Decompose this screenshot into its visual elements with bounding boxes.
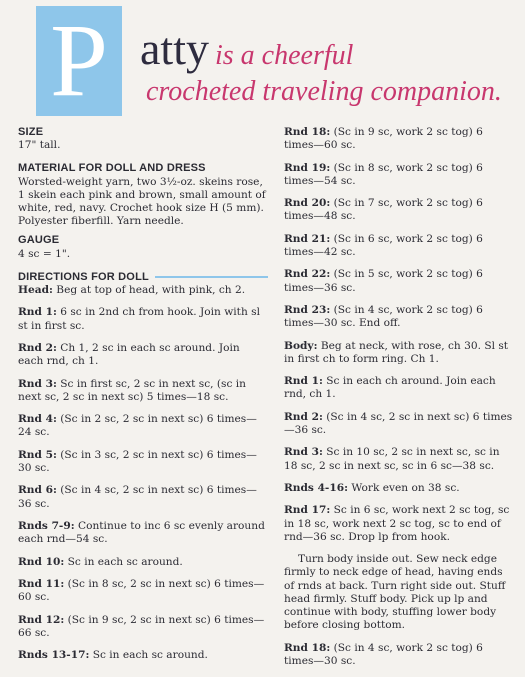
instruction-row (284, 126, 514, 152)
row-text: Sc in each sc around. (89, 649, 208, 662)
row-label: Rnd 18: (284, 126, 331, 138)
row-label: Rnd 5: (18, 448, 57, 461)
row-text: (Sc in 9 sc, 2 sc in next sc) 6 times—66 sc. (18, 613, 265, 639)
instruction-row (284, 482, 514, 495)
left-column (18, 126, 268, 672)
row-text: Sc in each sc around. (64, 555, 183, 568)
row-label: Rnd 12: (18, 613, 65, 626)
row-text: (Sc in 6 sc, work 2 sc tog) 6 times—42 sc. (284, 232, 483, 258)
instruction-row (18, 614, 268, 640)
instruction-row (18, 306, 268, 332)
row-text: (Sc in 9 sc, work 2 sc tog) 6 times—60 sc. (284, 126, 483, 152)
drop-cap-letter: P (50, 3, 108, 118)
title-name: atty (140, 23, 209, 74)
row-label: Rnds 13-17: (18, 649, 90, 662)
instruction-row (18, 449, 268, 475)
material-heading: MATERIAL FOR DOLL AND DRESS (18, 162, 206, 175)
row-label: Rnd 19: (284, 161, 331, 174)
row-label: Rnd 20: (284, 197, 331, 210)
row-label: Rnd 4: (18, 413, 57, 426)
row-label: Rnd 22: (284, 268, 331, 281)
row-text: Sc in first sc, 2 sc in next sc, (sc in next sc, 2 sc in next sc) 5 times—18 sc. (18, 377, 246, 403)
title-tagline-1: is a cheerful (214, 40, 354, 71)
row-text: (Sc in 4 sc, 2 sc in next sc) 6 times—36 sc. (284, 410, 513, 436)
instruction-row (18, 484, 268, 510)
left-instructions (18, 284, 268, 662)
finish-instructions: Turn body inside out. Sew neck edge firmly to neck edge of head, having ends of rnds at back. Turn right side out. Stuff head firmly. Stuff body. Pick up lp and continue with body, stuffing lower body before closing bottom. (284, 553, 506, 632)
row-text: (Sc in 8 sc, 2 sc in next sc) 6 times—60 sc. (18, 577, 265, 604)
instruction-row (284, 642, 514, 668)
instruction-row (18, 342, 268, 368)
row-text: (Sc in 8 sc, work 2 sc tog) 6 times—54 sc. (284, 161, 483, 187)
row-label: Rnd 10: (18, 555, 65, 568)
row-label: Rnd 1: (284, 375, 323, 388)
row-label: Rnd 2: (284, 410, 323, 423)
row-text: Work even on 38 sc. (348, 481, 460, 494)
directions-heading-text: DIRECTIONS FOR DOLL (18, 270, 149, 283)
row-text: (Sc in 3 sc, 2 sc in next sc) 6 times—30 sc. (18, 448, 257, 474)
row-label: Rnd 17: (284, 504, 331, 517)
instruction-row (18, 413, 268, 439)
size-text: 17" tall. (18, 139, 61, 152)
row-text: Beg at neck, with rose, ch 30. Sl st in first ch to form ring. Ch 1. (284, 339, 509, 365)
row-text: Ch 1, 2 sc in each sc around. Join each rnd, ch 1. (18, 342, 240, 368)
right-instructions (284, 126, 514, 544)
row-label: Rnd 23: (284, 303, 331, 316)
instruction-row (284, 504, 514, 544)
instruction-row (284, 268, 514, 294)
row-text: (Sc in 7 sc, work 2 sc tog) 6 times—48 sc. (284, 197, 483, 223)
row-text: (Sc in 4 sc, work 2 sc tog) 6 times—30 sc. (284, 641, 483, 667)
row-label: Body: (284, 339, 318, 352)
row-label: Rnd 2: (18, 342, 57, 355)
instruction-row (284, 446, 514, 472)
row-label: Head: (18, 284, 53, 297)
row-text: Sc in 6 sc, work next 2 sc tog, sc in 18 sc, work next 2 sc tog, sc to end of rnd—36 sc. Drop lp from hook. (284, 504, 510, 543)
row-text: Sc in 10 sc, 2 sc in next sc, sc in 18 sc, 2 sc in next sc, sc in 6 sc—38 sc. (284, 446, 500, 472)
title-line-1 (140, 22, 353, 75)
row-label: Rnd 21: (284, 232, 331, 245)
directions-heading (18, 271, 268, 284)
row-label: Rnd 1: (18, 306, 57, 319)
instruction-row (284, 411, 514, 437)
instruction-row (284, 340, 514, 366)
row-text: Beg at top of head, with pink, ch 2. (52, 284, 246, 297)
drop-cap-box (36, 3, 122, 118)
instruction-row (284, 233, 514, 259)
row-label: Rnd 3: (284, 446, 323, 459)
instruction-row (18, 520, 268, 546)
heading-rule (155, 276, 268, 278)
instruction-row (18, 556, 268, 569)
gauge-text: 4 sc = 1". (18, 247, 71, 260)
row-text: (Sc in 4 sc, work 2 sc tog) 6 times—30 sc. End off. (284, 303, 483, 330)
right-column (284, 126, 514, 677)
row-text: (Sc in 2 sc, 2 sc in next sc) 6 times—24 sc. (18, 413, 257, 439)
instruction-row (18, 284, 268, 297)
instruction-row (18, 378, 268, 404)
row-text: (Sc in 4 sc, 2 sc in next sc) 6 times—36 sc. (18, 484, 257, 510)
size-heading: SIZE (18, 126, 44, 138)
row-text: Sc in each ch around. Join each rnd, ch 1. (284, 375, 496, 401)
title-tagline-2: crocheted traveling companion. (146, 76, 502, 107)
instruction-row (18, 649, 268, 662)
row-label: Rnd 6: (18, 484, 57, 497)
instruction-row (18, 578, 268, 604)
row-label: Rnds 4-16: (284, 481, 348, 494)
instruction-row (284, 304, 514, 330)
row-label: Rnd 3: (18, 377, 57, 390)
instruction-row (284, 197, 514, 223)
row-label: Rnd 11: (18, 577, 65, 590)
material-text: Worsted-weight yarn, two 3½-oz. skeins rose, 1 skein each pink and brown, small amount of white, red, navy. Crochet hook size H (5 mm). Polyester fiberfill. Yarn needle. (18, 175, 266, 228)
row-text: (Sc in 5 sc, work 2 sc tog) 6 times—36 sc. (284, 268, 483, 294)
gauge-heading: GAUGE (18, 234, 60, 247)
row-text: 6 sc in 2nd ch from hook. Join with sl st in first sc. (18, 306, 260, 332)
row-label: Rnd 18: (284, 641, 331, 654)
instruction-row (284, 375, 514, 401)
row-text: Continue to inc 6 sc evenly around each rnd—54 sc. (18, 519, 265, 546)
row-label: Rnds 7-9: (18, 519, 75, 532)
instruction-row (284, 162, 514, 188)
